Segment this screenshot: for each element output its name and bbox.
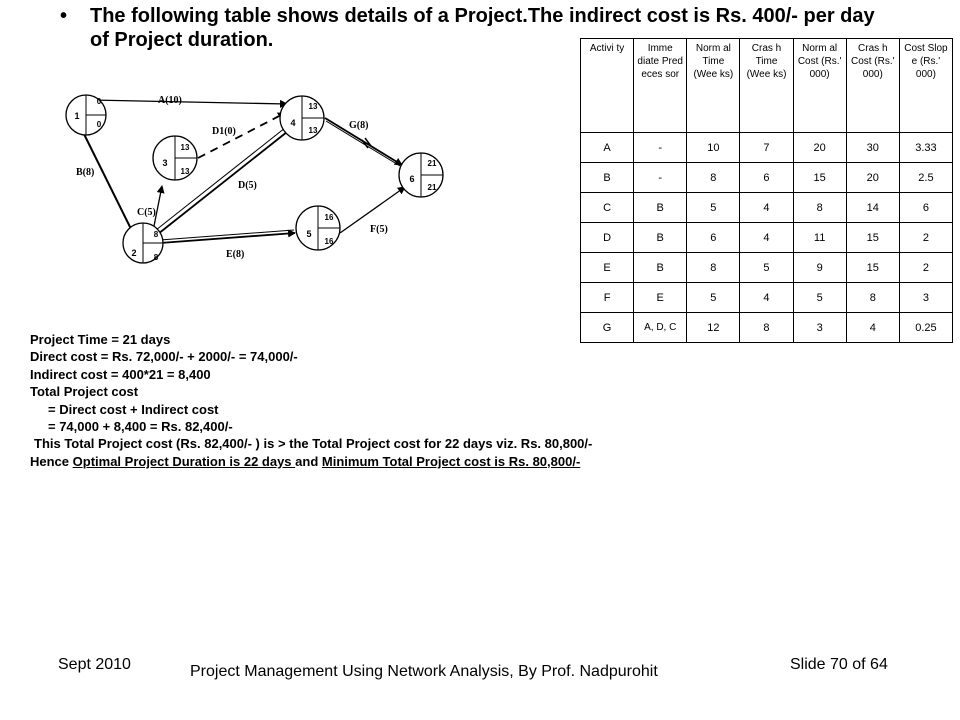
cell-cost-slope: 3.33 xyxy=(899,133,952,163)
conclusion-prefix: Hence xyxy=(30,453,73,469)
cell-predecessor: - xyxy=(634,163,687,193)
cell-crash-cost: 8 xyxy=(846,283,899,313)
activity-label-a: A(10) xyxy=(158,95,182,106)
cell-crash-time: 4 xyxy=(740,283,793,313)
col-header-cost-slope: Cost Slop e (Rs.' 000) xyxy=(899,39,952,133)
node-late: 0 xyxy=(96,120,102,129)
optimal-duration: Optimal Project Duration is 22 days xyxy=(72,453,296,469)
footer-date: Sept 2010 xyxy=(58,656,131,673)
indirect-cost-line: Indirect cost = 400*21 = 8,400 xyxy=(30,366,211,382)
project-time-line: Project Time = 21 days xyxy=(30,332,171,347)
node-late: 8 xyxy=(153,253,159,262)
node-id: 5 xyxy=(306,229,312,239)
cell-normal-time: 8 xyxy=(687,253,740,283)
cell-crash-time: 8 xyxy=(740,313,793,343)
node-id: 4 xyxy=(290,118,296,128)
cell-cost-slope: 2 xyxy=(899,253,952,283)
node-late: 16 xyxy=(324,237,334,246)
table-row xyxy=(581,163,953,193)
node-early: 16 xyxy=(324,213,334,222)
cell-crash-time: 7 xyxy=(740,133,793,163)
cell-crash-cost: 15 xyxy=(846,223,899,253)
cell-activity: F xyxy=(581,283,634,313)
cell-normal-cost: 8 xyxy=(793,193,846,223)
col-header-normal-time: Norm al Time (Wee ks) xyxy=(687,39,740,133)
cell-normal-time: 8 xyxy=(687,163,740,193)
cost-calculation xyxy=(30,331,760,470)
table-row xyxy=(581,283,953,313)
cell-cost-slope: 3 xyxy=(899,283,952,313)
activity-cost-table xyxy=(580,38,953,343)
table-row xyxy=(581,133,953,163)
node-id: 2 xyxy=(131,248,137,258)
activity-label-d: D(5) xyxy=(238,180,257,191)
cell-activity: D xyxy=(581,223,634,253)
col-header-predecessor: Imme diate Pred eces sor xyxy=(634,39,687,133)
activity-label-g: G(8) xyxy=(349,120,369,131)
cell-predecessor: B xyxy=(634,223,687,253)
node-early: 0 xyxy=(96,97,102,106)
cell-normal-cost: 11 xyxy=(793,223,846,253)
node-id: 3 xyxy=(162,158,168,168)
activity-label-f: F(5) xyxy=(370,224,388,235)
footer-course: Project Management Using Network Analysis, By Prof. Nadpurohit xyxy=(190,663,658,680)
cell-cost-slope: 2 xyxy=(899,223,952,253)
cell-predecessor: - xyxy=(634,133,687,163)
cell-normal-time: 12 xyxy=(687,313,740,343)
node-early: 21 xyxy=(427,159,437,168)
arrow-a xyxy=(90,100,287,104)
cell-normal-cost: 15 xyxy=(793,163,846,193)
cell-activity: A xyxy=(581,133,634,163)
cell-normal-cost: 3 xyxy=(793,313,846,343)
comparison-line: This Total Project cost (Rs. 82,400/- ) is > the Total Project cost for 22 days viz. Rs. 80,800/- xyxy=(34,436,593,452)
col-header-normal-cost: Norm al Cost (Rs.' 000) xyxy=(793,39,846,133)
network-diagram xyxy=(0,0,575,300)
table-header-row xyxy=(581,39,953,133)
cell-normal-time: 6 xyxy=(687,223,740,253)
cell-activity: E xyxy=(581,253,634,283)
node-2 xyxy=(123,223,163,263)
node-id: 1 xyxy=(74,111,80,121)
cell-crash-cost: 30 xyxy=(846,133,899,163)
cell-crash-cost: 14 xyxy=(846,193,899,223)
total-cost-formula: = Direct cost + Indirect cost xyxy=(48,401,219,417)
node-id: 6 xyxy=(409,174,415,184)
cell-crash-cost: 15 xyxy=(846,253,899,283)
cell-predecessor: E xyxy=(634,283,687,313)
title-text: The following table shows details of a Project.The indirect cost is Rs. 400/- per day of Project duration. xyxy=(90,5,875,51)
cell-cost-slope: 6 xyxy=(899,193,952,223)
node-late: 13 xyxy=(180,167,190,176)
node-late: 21 xyxy=(427,183,437,192)
cell-crash-time: 4 xyxy=(740,193,793,223)
node-3 xyxy=(153,136,197,180)
cell-activity: G xyxy=(581,313,634,343)
conclusion-line xyxy=(30,453,760,470)
table-row xyxy=(581,193,953,223)
bullet-icon: • xyxy=(60,5,68,27)
cell-normal-cost: 9 xyxy=(793,253,846,283)
cell-cost-slope: 2.5 xyxy=(899,163,952,193)
total-cost-heading: Total Project cost xyxy=(30,384,139,400)
node-early: 13 xyxy=(308,102,318,111)
cell-crash-time: 5 xyxy=(740,253,793,283)
activity-label-e: E(8) xyxy=(226,249,245,260)
cell-crash-cost: 4 xyxy=(846,313,899,343)
table-row xyxy=(581,223,953,253)
direct-cost-line: Direct cost = Rs. 72,000/- + 2000/- = 74,000/- xyxy=(30,349,298,365)
col-header-crash-time: Cras h Time (Wee ks) xyxy=(740,39,793,133)
minimum-cost: Minimum Total Project cost is Rs. 80,800/- xyxy=(321,453,581,469)
conclusion-mid: and xyxy=(295,453,322,469)
cell-activity: C xyxy=(581,193,634,223)
node-1 xyxy=(66,95,106,135)
cell-crash-time: 4 xyxy=(740,223,793,253)
activity-label-b: B(8) xyxy=(76,167,95,178)
node-early: 8 xyxy=(153,230,159,239)
cell-cost-slope: 0.25 xyxy=(899,313,952,343)
cell-crash-cost: 20 xyxy=(846,163,899,193)
cell-normal-cost: 20 xyxy=(793,133,846,163)
node-4 xyxy=(280,96,324,140)
cell-predecessor: A, D, C xyxy=(634,313,687,343)
col-header-crash-cost: Cras h Cost (Rs.' 000) xyxy=(846,39,899,133)
cell-normal-time: 10 xyxy=(687,133,740,163)
arrow-c xyxy=(154,186,162,226)
node-late: 13 xyxy=(308,126,318,135)
node-5 xyxy=(296,206,340,250)
cell-activity: B xyxy=(581,163,634,193)
footer-slide-number: Slide 70 of 64 xyxy=(790,656,888,673)
activity-label-c: C(5) xyxy=(137,207,156,218)
cell-predecessor: B xyxy=(634,193,687,223)
cell-normal-time: 5 xyxy=(687,283,740,313)
col-header-activity: Activi ty xyxy=(581,39,634,133)
activity-label-d1: D1(0) xyxy=(212,126,236,137)
cell-predecessor: B xyxy=(634,253,687,283)
cell-normal-cost: 5 xyxy=(793,283,846,313)
total-cost-value: = 74,000 + 8,400 = Rs. 82,400/- xyxy=(48,419,233,435)
node-early: 13 xyxy=(180,143,190,152)
cell-normal-time: 5 xyxy=(687,193,740,223)
cell-crash-time: 6 xyxy=(740,163,793,193)
arrow-b xyxy=(82,130,135,237)
table-row xyxy=(581,253,953,283)
node-6 xyxy=(399,153,443,197)
